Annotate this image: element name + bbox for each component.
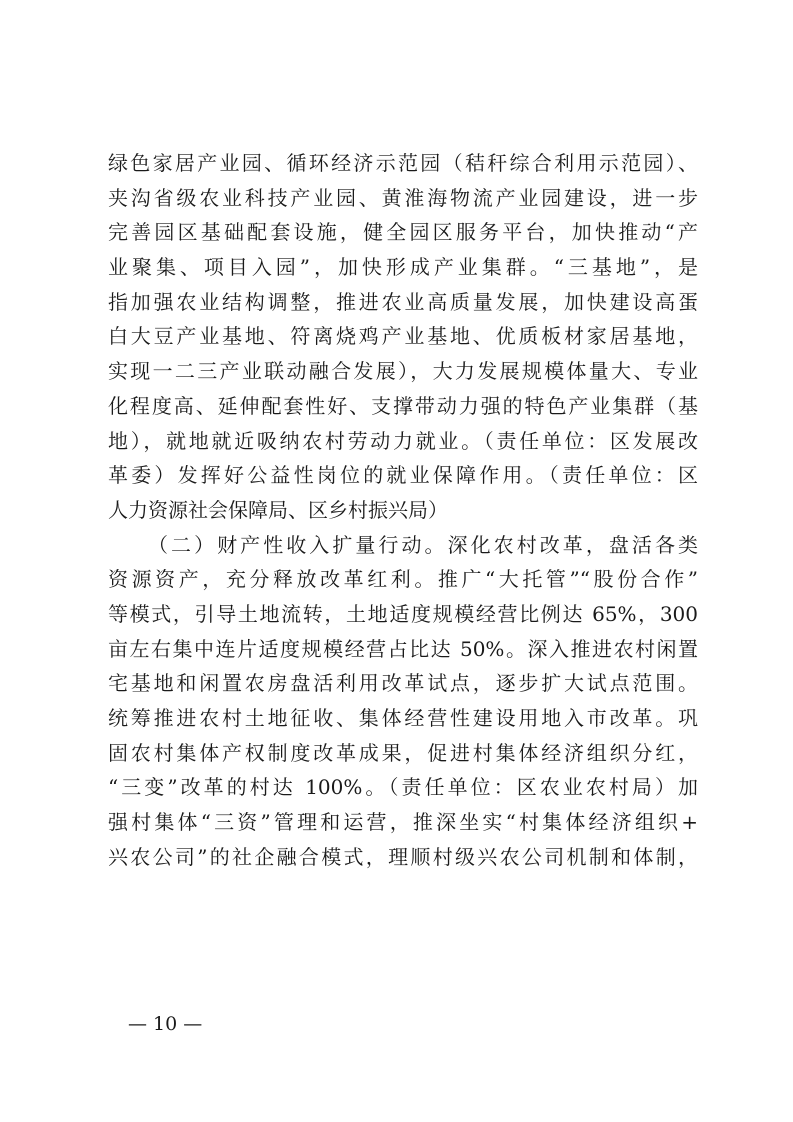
text-line: 强村集体“三资”管理和运营，推深坐实“村集体经济组织+ bbox=[108, 810, 698, 835]
body-text bbox=[108, 146, 698, 874]
text-line: 亩左右集中连片适度规模经营占比达 50%。深入推进农村闲置 bbox=[108, 636, 698, 661]
text-line: 绿色家居产业园、循环经济示范园（秸秆综合利用示范园）、 bbox=[108, 151, 698, 175]
text-line: 资源资产，充分释放改革红利。推广“大托管”“股份合作” bbox=[108, 567, 698, 592]
page-number: — 10 — bbox=[128, 1013, 203, 1035]
text-line: 地），就地就近吸纳农村劳动力就业。（责任单位：区发展改 bbox=[108, 428, 698, 453]
text-line: 化程度高、延伸配套性好、支撑带动力强的特色产业集群（基 bbox=[108, 393, 698, 418]
text-line: 统筹推进农村土地征收、集体经营性建设用地入市改革。巩 bbox=[108, 706, 698, 730]
text-line: 固农村集体产权制度改革成果，促进村集体经济组织分红， bbox=[108, 740, 698, 765]
text-line: 夹沟省级农业科技产业园、黄淮海物流产业园建设，进一步 bbox=[108, 185, 698, 210]
text-line: 指加强农业结构调整，推进农业高质量发展，加快建设高蛋 bbox=[108, 289, 698, 314]
text-line: 完善园区基础配套设施，健全园区服务平台，加快推动“产 bbox=[108, 220, 698, 245]
text-line: 人力资源社会保障局、区乡村振兴局） bbox=[108, 497, 448, 522]
text-line: 兴农公司”的社企融合模式，理顺村级兴农公司机制和体制， bbox=[108, 844, 698, 869]
text-line: “三变”改革的村达 100%。（责任单位：区农业农村局）加 bbox=[108, 775, 698, 800]
text-line: 革委）发挥好公益性岗位的就业保障作用。（责任单位：区 bbox=[108, 463, 698, 488]
text-line: 业聚集、项目入园”，加快形成产业集群。“三基地”，是 bbox=[108, 255, 698, 280]
text-line: 白大豆产业基地、符离烧鸡产业基地、优质板材家居基地， bbox=[108, 324, 698, 349]
text-line: 等模式，引导土地流转，土地适度规模经营比例达 65%，300 bbox=[108, 601, 698, 626]
text-line: 宅基地和闲置农房盘活利用改革试点，逐步扩大试点范围。 bbox=[108, 671, 698, 696]
section-heading-line: （二）财产性收入扩量行动。深化农村改革，盘活各类 bbox=[148, 532, 698, 557]
text-line: 实现一二三产业联动融合发展），大力发展规模体量大、专业 bbox=[108, 359, 698, 384]
